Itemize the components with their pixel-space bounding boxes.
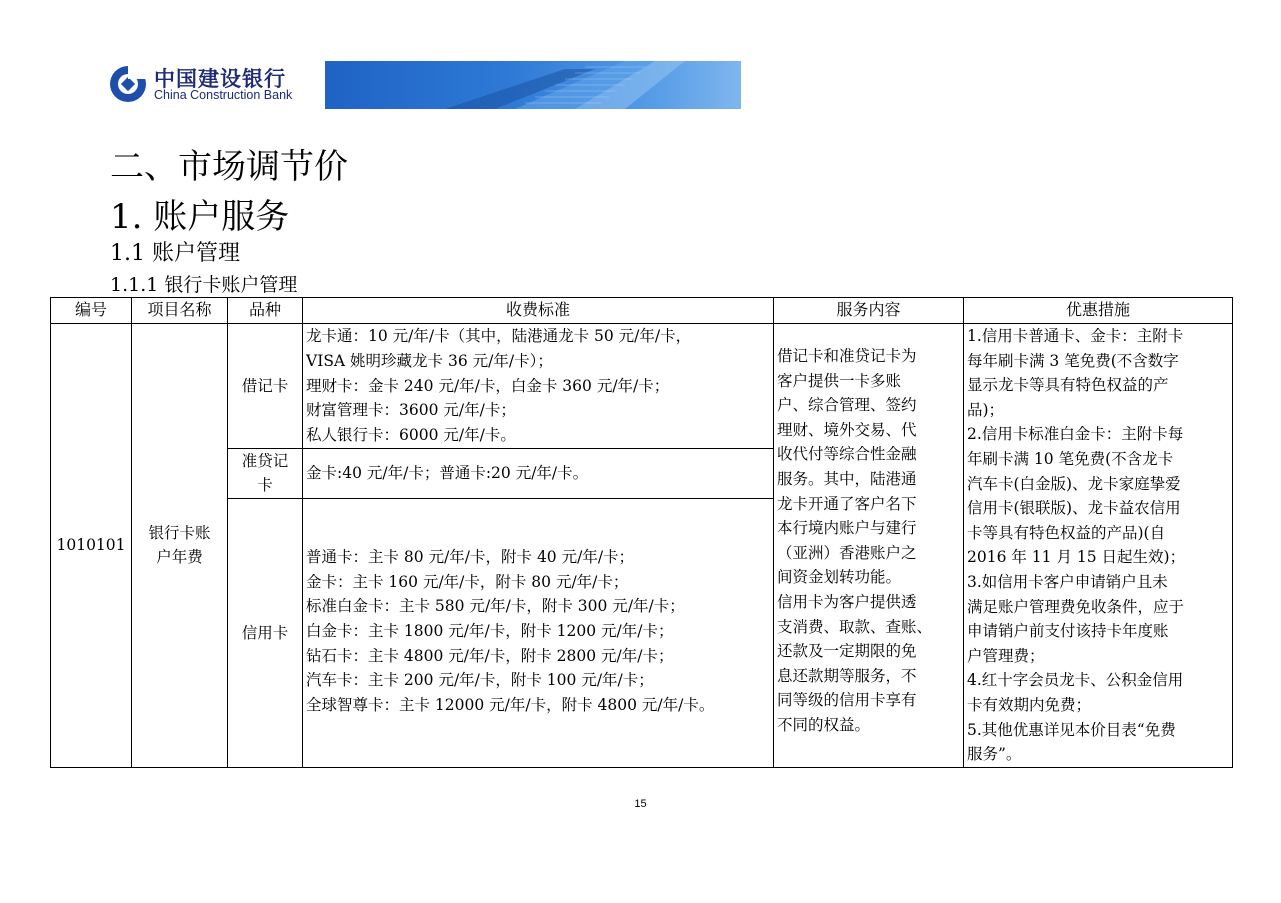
building-graphic (325, 61, 741, 109)
discount-line: 2016 年 11 月 15 日起生效)； (967, 548, 1186, 567)
header-fee-standard: 收费标准 (303, 298, 774, 324)
fee-line: 金卡:40 元/年/卡；普通卡:20 元/年/卡。 (306, 464, 589, 483)
fee-line: 汽车卡：主卡 200 元/年/卡，附卡 100 元/年/卡； (306, 671, 654, 690)
service-line: 支消费、取款、查账、 (777, 617, 933, 636)
discount-line: 3.如信用卡客户申请销户且未 (967, 572, 1168, 591)
type-debit: 借记卡 (241, 376, 289, 395)
fee-table (50, 297, 1233, 768)
discount-line: 卡有效期内免费； (967, 695, 1092, 714)
service-line: 龙卡开通了客户名下 (777, 494, 917, 513)
fee-line: 私人银行卡：6000 元/年/卡。 (306, 425, 516, 444)
service-line: （亚洲）香港账户之 (777, 543, 917, 562)
header-discounts: 优惠措施 (964, 298, 1233, 324)
header-item-name: 项目名称 (132, 298, 228, 324)
service-line: 收代付等综合性金融 (777, 445, 917, 464)
discounts-cell (964, 324, 1233, 768)
fee-cell-credit (303, 499, 774, 768)
subsection-heading: 1.1 账户管理 (110, 241, 240, 266)
fee-line: 标准白金卡：主卡 580 元/年/卡，附卡 300 元/年/卡； (306, 597, 685, 616)
discount-line: 申请销户前支付该持卡年度账 (967, 622, 1169, 641)
discount-line: 满足账户管理费免收条件，应于 (967, 597, 1185, 616)
page-number: 15 (634, 798, 647, 810)
chapter-heading: 1. 账户服务 (110, 197, 290, 237)
item-name-line: 户年费 (156, 548, 203, 567)
fee-line: 普通卡：主卡 80 元/年/卡，附卡 40 元/年/卡； (306, 548, 635, 567)
discount-line: 每年刷卡满 3 笔免费(不含数字 (967, 351, 1179, 370)
fee-line: 龙卡通：10 元/年/卡（其中，陆港通龙卡 50 元/年/卡， (306, 327, 692, 346)
building-banner-image (325, 61, 741, 109)
discount-line: 1.信用卡普通卡、金卡：主附卡 (967, 327, 1184, 345)
service-line: 信用卡为客户提供透 (777, 592, 917, 611)
service-line: 服务。其中，陆港通 (777, 469, 917, 488)
service-line: 不同的权益。 (777, 715, 871, 734)
ccb-logo-icon (109, 65, 147, 103)
type-cell-quasi-credit (228, 448, 303, 498)
discount-line: 卡等具有特色权益的产品)(自 (967, 523, 1166, 542)
bank-name-cn: 中国建设银行 (154, 67, 286, 91)
bank-logo (107, 61, 325, 109)
service-line: 理财、境外交易、代 (777, 420, 917, 439)
discount-line: 信用卡(银联版)、龙卡益农信用 (967, 499, 1181, 518)
fee-line: 全球智尊卡：主卡 12000 元/年/卡，附卡 4800 元/年/卡。 (306, 695, 715, 714)
header-banner (107, 61, 741, 109)
discount-line: 户管理费； (967, 646, 1045, 665)
subsubsection-heading: 1.1.1 银行卡账户管理 (110, 274, 298, 296)
service-line: 还款及一定期限的免 (777, 642, 917, 661)
discount-line: 4.红十字会员龙卡、公积金信用 (967, 671, 1184, 690)
type-cell-credit (228, 499, 303, 768)
header-code: 编号 (51, 298, 132, 324)
fee-cell-quasi-credit (303, 448, 774, 498)
fee-line: 钻石卡：主卡 4800 元/年/卡，附卡 2800 元/年/卡； (306, 646, 674, 665)
code-cell (51, 324, 132, 768)
service-line: 息还款期等服务，不 (777, 666, 917, 685)
fee-line: 白金卡：主卡 1800 元/年/卡，附卡 1200 元/年/卡； (306, 621, 674, 640)
service-line: 间资金划转功能。 (777, 568, 902, 587)
section-heading: 二、市场调节价 (110, 147, 348, 187)
header-type: 品种 (228, 298, 303, 324)
type-cell-debit (228, 324, 303, 449)
service-content-cell (774, 324, 964, 768)
discount-line: 2.信用卡标准白金卡：主附卡每 (967, 425, 1184, 444)
type-credit: 信用卡 (241, 623, 289, 642)
service-line: 本行境内账户与建行 (777, 519, 917, 538)
fee-line: 金卡：主卡 160 元/年/卡，附卡 80 元/年/卡； (306, 572, 629, 591)
discount-line: 汽车卡(白金版)、龙卡家庭挚爱 (967, 474, 1181, 493)
service-line: 客户提供一卡多账 (777, 371, 902, 390)
type-quasi-credit: 卡 (257, 476, 273, 495)
discount-line: 5.其他优惠详见本价目表“免费 (967, 720, 1176, 739)
type-quasi-credit: 准贷记 (241, 451, 289, 470)
discount-line: 品)； (967, 400, 1005, 419)
item-name-line: 银行卡账 (148, 523, 211, 542)
discount-line: 显示龙卡等具有特色权益的产 (967, 376, 1169, 395)
item-code: 1010101 (56, 536, 126, 555)
item-name-cell (132, 324, 228, 768)
header-service-content: 服务内容 (774, 298, 964, 324)
fee-line: VISA 姚明珍藏龙卡 36 元/年/卡）； (306, 351, 553, 370)
bank-name-en: China Construction Bank (154, 88, 293, 102)
service-line: 借记卡和准贷记卡为 (777, 347, 917, 365)
discount-line: 服务”。 (967, 745, 1022, 764)
discount-line: 年刷卡满 10 笔免费(不含龙卡 (967, 449, 1174, 468)
service-line: 同等级的信用卡享有 (777, 691, 917, 710)
fee-cell-debit (303, 324, 774, 449)
fee-line: 财富管理卡：3600 元/年/卡； (306, 401, 516, 420)
fee-line: 理财卡：金卡 240 元/年/卡，白金卡 360 元/年/卡； (306, 376, 670, 395)
table-row (51, 324, 1233, 449)
service-line: 户、综合管理、签约 (777, 396, 917, 415)
table-header-row (51, 298, 1233, 324)
